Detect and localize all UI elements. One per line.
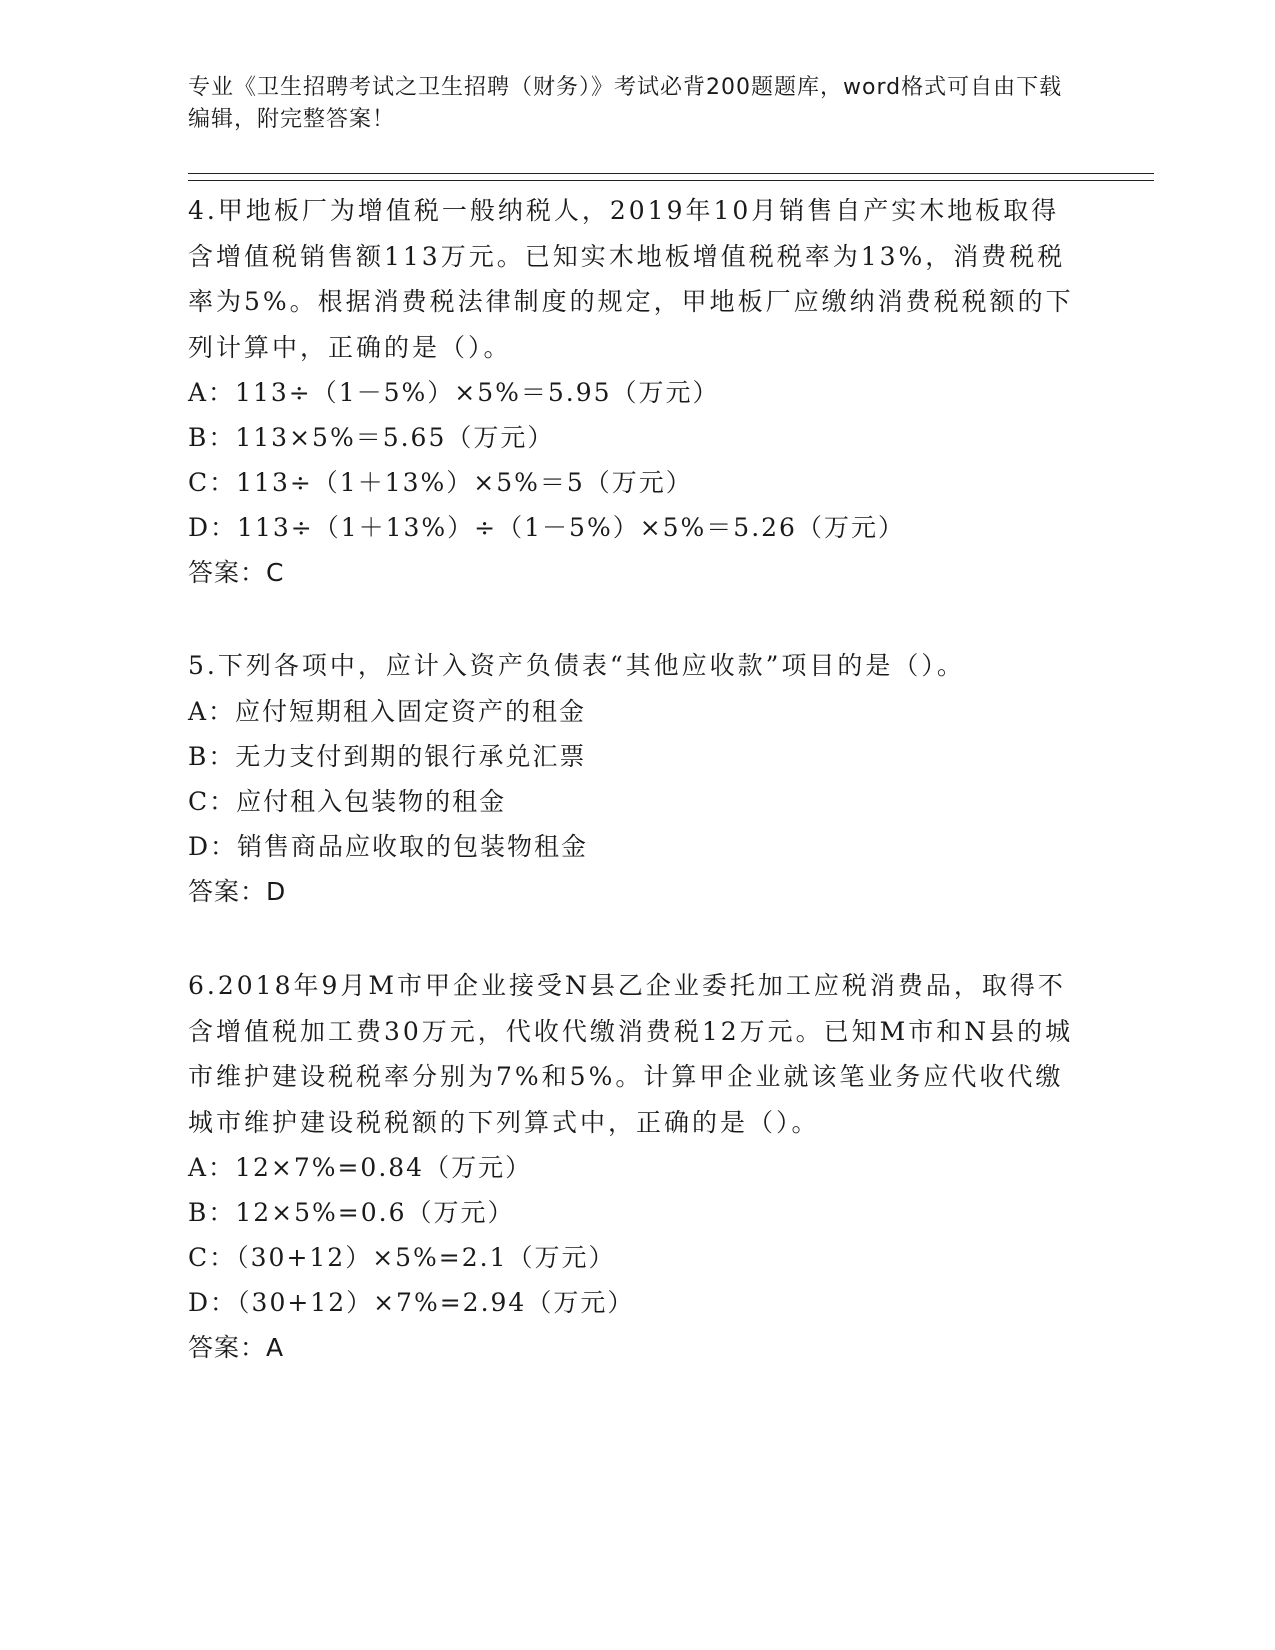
- question-4: [188, 188, 1078, 596]
- answer-label: 答案：D: [188, 876, 287, 906]
- question-stem: 6.2018年9月M市甲企业接受N县乙企业委托加工应税消费品，取得不含增值税加工费30万元，代收代缴消费税12万元。已知M市和N县的城市维护建设税税率分别为7%和5%。计算甲企业就该笔业务应代收代缴城市维护建设税税额的下列算式中，正确的是（）。: [188, 971, 1074, 1137]
- option-b: B：113×5%＝5.65（万元）: [188, 423, 555, 452]
- option-b: B：无力支付到期的银行承兑汇票: [188, 741, 587, 771]
- option-d: D：销售商品应收取的包装物租金: [188, 831, 589, 861]
- answer-label: 答案：A: [188, 1333, 285, 1362]
- header-divider-bottom: [188, 180, 1154, 181]
- option-a: A：113÷（1－5%）×5%＝5.95（万元）: [188, 378, 720, 407]
- header-divider-top: [188, 173, 1154, 174]
- question-stem: 4.甲地板厂为增值税一般纳税人，2019年10月销售自产实木地板取得含增值税销售额113万元。已知实木地板增值税税率为13%，消费税税率为5%。根据消费税法律制度的规定，甲地板厂应缴纳消费税税额的下列计算中，正确的是（）。: [188, 196, 1074, 362]
- document-header: 专业《卫生招聘考试之卫生招聘（财务）》考试必背200题题库，word格式可自由下载编辑，附完整答案！: [188, 75, 1063, 132]
- answer-label: 答案：C: [188, 558, 285, 587]
- option-b: B：12×5%=0.6（万元）: [188, 1198, 515, 1227]
- question-5: [188, 643, 1078, 915]
- option-c: C：113÷（1＋13%）×5%＝5（万元）: [188, 468, 693, 497]
- option-d: D：113÷（1＋13%）÷（1－5%）×5%＝5.26（万元）: [188, 513, 905, 542]
- question-6: [188, 963, 1078, 1371]
- option-a: A：应付短期租入固定资产的租金: [188, 696, 587, 726]
- question-stem: 5.下列各项中，应计入资产负债表“其他应收款”项目的是（）。: [188, 651, 965, 680]
- option-a: A：12×7%=0.84（万元）: [188, 1153, 533, 1182]
- option-d: D：（30+12）×7%=2.94（万元）: [188, 1288, 635, 1317]
- option-c: C：应付租入包装物的租金: [188, 786, 507, 816]
- option-c: C：（30+12）×5%=2.1（万元）: [188, 1243, 616, 1272]
